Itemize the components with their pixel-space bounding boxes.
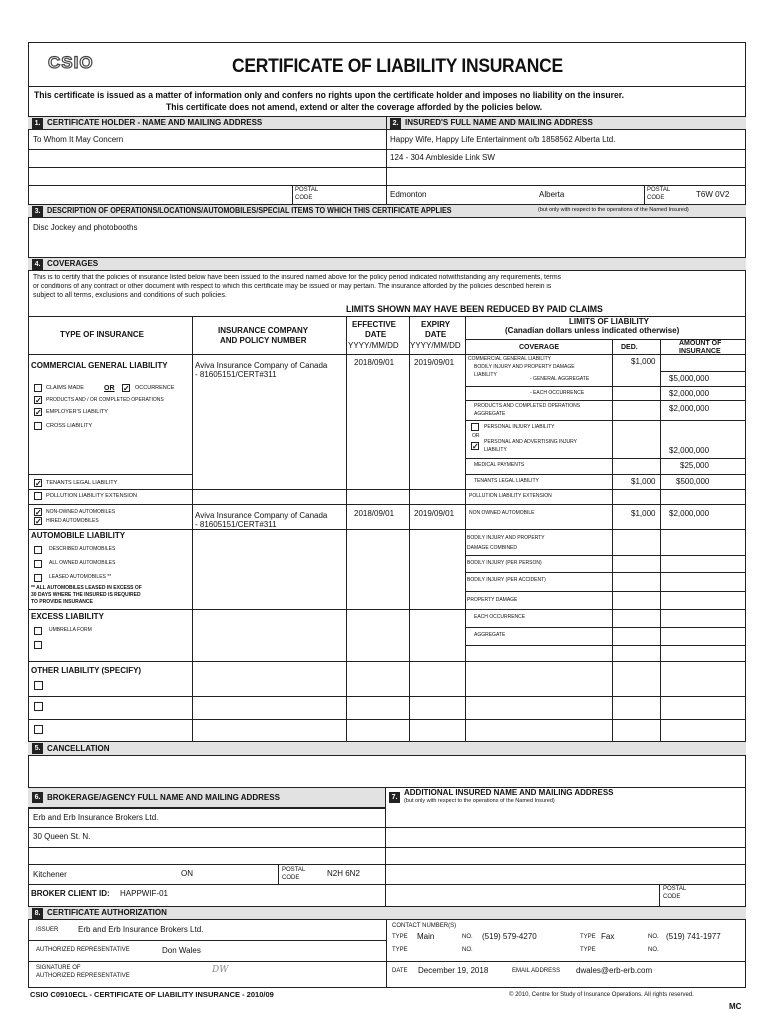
disclaimer-line-1: This certificate is issued as a matter of information only and confers no rights upon the certificate holder and imposes no liability on the insurer.: [34, 90, 625, 101]
employers-checkbox[interactable]: ✓: [35, 408, 42, 417]
cov-cgl-2: BODILY INJURY AND PROPERTY DAMAGE: [474, 364, 575, 370]
personal-advertising-checkbox[interactable]: ✓: [472, 442, 479, 451]
email-value: dwales@erb-erb.com: [576, 966, 653, 975]
signature: DW: [212, 965, 229, 975]
section-7-note: (but only with respect to the operations of the Named Insured): [404, 798, 555, 804]
cov-personal-injury: PERSONAL INJURY LIABILITY: [484, 424, 555, 430]
insured-postal-label-1: POSTAL: [647, 187, 671, 193]
header-company-2: AND POLICY NUMBER: [220, 336, 307, 345]
cov-medical: MEDICAL PAYMENTS: [474, 462, 525, 468]
amt-general-aggregate: $5,000,000: [669, 374, 710, 383]
header-limits-2: (Canadian dollars unless indicated otherwise): [505, 326, 680, 335]
section-6-number: 6.: [32, 792, 43, 803]
tenants-checkbox[interactable]: ✓: [35, 479, 42, 488]
rep-value: Don Wales: [162, 946, 201, 955]
claims-made-label: CLAIMS MADE: [46, 385, 84, 391]
section-3-title: DESCRIPTION OF OPERATIONS/LOCATIONS/AUTOMOBILES/SPECIAL ITEMS TO WHICH THIS CERTIFICATE APPLIES: [47, 206, 452, 215]
all-owned-checkbox[interactable]: [34, 560, 42, 568]
csio-logo: CSIO: [48, 53, 94, 72]
footer-left: CSIO C0910ECL - CERTIFICATE OF LIABILITY INSURANCE - 2010/09: [30, 990, 274, 999]
umbrella-checkbox[interactable]: [34, 627, 42, 635]
additional-postal-label-2: CODE: [663, 894, 681, 900]
auto-expiry: 2019/09/01: [414, 509, 455, 518]
header-ded: DED.: [621, 344, 638, 351]
header-type: TYPE OF INSURANCE: [60, 330, 145, 339]
products-checkbox[interactable]: ✓: [35, 396, 42, 405]
excess-title: EXCESS LIABILITY: [31, 612, 104, 621]
tenants-deductible: $1,000: [631, 477, 656, 486]
cov-products-1: PRODUCTS AND COMPLETED OPERATIONS: [474, 403, 581, 409]
section-2-title: INSURED'S FULL NAME AND MAILING ADDRESS: [405, 118, 593, 127]
cov-cgl-1: COMMERCIAL GENERAL LIABILITY: [468, 356, 551, 362]
pollution-checkbox[interactable]: [34, 492, 42, 500]
type-label-4: TYPE: [580, 947, 596, 953]
cov-pa-1: PERSONAL AND ADVERTISING INJURY: [484, 439, 577, 445]
insured-postal-label-2: CODE: [647, 195, 665, 201]
no-label-3: NO.: [462, 947, 473, 953]
broker-province: ON: [181, 869, 193, 878]
type-label-2: TYPE: [580, 934, 596, 940]
no-label-4: NO.: [648, 947, 659, 953]
insured-province: Alberta: [539, 190, 565, 199]
pollution-label: POLLUTION LIABILITY EXTENSION: [46, 493, 137, 499]
type-label-3: TYPE: [392, 947, 408, 953]
amt-products: $2,000,000: [669, 404, 710, 413]
header-eff-2: DATE: [365, 330, 387, 339]
broker-postal-code: N2H 6N2: [327, 869, 360, 878]
non-owned-label: NON-OWNED AUTOMOBILES: [46, 509, 116, 515]
auto-amount: $2,000,000: [669, 509, 710, 518]
no-label-2: NO.: [648, 934, 659, 940]
header-exp-1: EXPIRY: [421, 320, 451, 329]
other-checkbox-3[interactable]: [34, 725, 43, 734]
header-coverage: COVERAGE: [519, 344, 560, 351]
section-4-bar: [28, 257, 746, 271]
section-5-number: 5.: [32, 743, 43, 754]
cov-bipd-1: BODILY INJURY AND PROPERTY: [467, 535, 545, 541]
section-4-title: COVERAGES: [47, 259, 99, 268]
cgl-effective: 2018/09/01: [354, 358, 395, 367]
all-owned-label: ALL OWNED AUTOMOBILES: [49, 560, 116, 566]
broker-city: Kitchener: [33, 870, 67, 879]
section-5-title: CANCELLATION: [47, 744, 110, 753]
described-autos-label: DESCRIBED AUTOMOBILES: [49, 546, 116, 552]
cross-liability-checkbox[interactable]: [34, 422, 42, 430]
rep-label: AUTHORIZED REPRESENTATIVE: [36, 947, 130, 953]
cov-property-damage: PROPERTY DAMAGE: [467, 597, 518, 603]
section-2-number: 2.: [390, 118, 401, 129]
leased-checkbox[interactable]: [34, 574, 42, 582]
limits-reduced-notice: LIMITS SHOWN MAY HAVE BEEN REDUCED BY PAID CLAIMS: [346, 304, 603, 315]
cov-excess-each: EACH OCCURRENCE: [474, 614, 526, 620]
header-exp-3: YYYY/MM/DD: [410, 341, 461, 350]
leased-label: LEASED AUTOMOBILES **: [49, 574, 112, 580]
cov-each-occurrence: - EACH OCCURRENCE: [530, 390, 585, 396]
holder-name: To Whom It May Concern: [33, 135, 124, 144]
cgl-deductible: $1,000: [631, 357, 656, 366]
additional-postal-label-1: POSTAL: [663, 886, 687, 892]
other-title: OTHER LIABILITY (SPECIFY): [31, 666, 142, 675]
broker-postal-label-2: CODE: [282, 875, 300, 881]
insured-postal-code: T6W 0V2: [696, 190, 730, 199]
cgl-or-label: OR: [104, 385, 115, 392]
coverage-text-2: or conditions of any contract or other document with respect to which this certificate may be issued or may pertain. The insurance afforded by the policies described herein is: [33, 283, 552, 290]
issuer-label: ISSUER: [36, 927, 59, 933]
amt-medical: $25,000: [680, 461, 709, 470]
tenants-label: TENANTS LEGAL LIABILITY: [46, 480, 118, 486]
header-company-1: INSURANCE COMPANY: [218, 326, 309, 335]
amt-tenants: $500,000: [676, 477, 710, 486]
products-label: PRODUCTS AND / OR COMPLETED OPERATIONS: [46, 397, 164, 403]
header-amount-1: AMOUNT OF: [679, 340, 722, 347]
cov-tenants: TENANTS LEGAL LIABILITY: [474, 478, 539, 484]
cgl-company: Aviva Insurance Company of Canada: [195, 361, 328, 370]
cov-cgl-3: LIABILITY: [474, 372, 497, 378]
cov-non-owned: NON OWNED AUTOMOBILE: [469, 510, 535, 516]
insured-city: Edmonton: [390, 190, 427, 199]
type-label-1: TYPE: [392, 934, 408, 940]
page-title: CERTIFICATE OF LIABILITY INSURANCE: [232, 56, 563, 77]
cov-bipd-2: DAMAGE COMBINED: [467, 545, 518, 551]
footer-right: © 2010, Centre for Study of Insurance Operations. All rights reserved.: [509, 992, 694, 998]
header-exp-2: DATE: [425, 330, 447, 339]
amt-personal: $2,000,000: [669, 446, 710, 455]
cgl-policy: - 81605151/CERT#311: [195, 370, 277, 379]
cov-bi-person: BODILY INJURY (PER PERSON): [467, 560, 542, 566]
section-1-number: 1.: [32, 118, 43, 129]
broker-client-id: HAPPWIF-01: [120, 889, 169, 898]
broker-address: 30 Queen St. N.: [33, 832, 91, 841]
section-8-title: CERTIFICATE AUTHORIZATION: [47, 908, 167, 917]
insured-address: 124 - 304 Ambleside Link SW: [390, 153, 495, 162]
cross-liability-label: CROSS LIABILITY: [46, 423, 93, 429]
date-value: December 19, 2018: [418, 966, 489, 975]
email-label: EMAIL ADDRESS: [512, 968, 561, 974]
operations-description: Disc Jockey and photobooths: [33, 223, 138, 232]
no-2: (519) 741-1977: [666, 932, 721, 941]
broker-name: Erb and Erb Insurance Brokers Ltd.: [33, 813, 159, 822]
holder-postal-label-2: CODE: [295, 195, 313, 201]
broker-client-id-label: BROKER CLIENT ID:: [31, 889, 110, 898]
type-1: Main: [417, 932, 435, 941]
cov-pa-2: LIABILITY: [484, 447, 507, 453]
auto-title: AUTOMOBILE LIABILITY: [31, 531, 126, 540]
section-4-number: 4.: [32, 259, 43, 270]
section-3-note: (but only with respect to the operations of the Named Insured): [538, 207, 689, 213]
cgl-expiry: 2019/09/01: [414, 358, 455, 367]
coverage-text-3: subject to all terms, exclusions and conditions of such policies.: [33, 292, 227, 299]
broker-postal-label-1: POSTAL: [282, 867, 306, 873]
amt-each-occurrence: $2,000,000: [669, 389, 710, 398]
section-7-title: ADDITIONAL INSURED NAME AND MAILING ADDRESS: [404, 788, 614, 797]
no-label-1: NO.: [462, 934, 473, 940]
auto-policy: - 81605151/CERT#311: [195, 520, 277, 529]
cov-pollution: POLLUTION LIABILITY EXTENSION: [469, 493, 552, 499]
auto-note-2: 30 DAYS WHERE THE INSURED IS REQUIRED: [31, 592, 141, 598]
auto-note-1: ** ALL AUTOMOBILES LEASED IN EXCESS OF: [31, 585, 142, 591]
sig-label-2: AUTHORIZED REPRESENTATIVE: [36, 973, 130, 979]
cgl-title: COMMERCIAL GENERAL LIABILITY: [31, 361, 168, 370]
employers-label: EMPLOYER'S LIABILITY: [46, 409, 108, 415]
occurrence-checkbox[interactable]: ✓: [123, 384, 130, 393]
umbrella-label: UMBRELLA FORM: [49, 627, 92, 633]
excess-other-checkbox[interactable]: [34, 641, 42, 649]
header-amount-2: INSURANCE: [679, 348, 721, 355]
section-6-title: BROKERAGE/AGENCY FULL NAME AND MAILING ADDRESS: [47, 793, 280, 802]
issuer-value: Erb and Erb Insurance Brokers Ltd.: [78, 925, 204, 934]
auto-deductible: $1,000: [631, 509, 656, 518]
hired-checkbox[interactable]: ✓: [35, 517, 42, 526]
other-checkbox-2[interactable]: [34, 702, 43, 711]
cov-bi-accident: BODILY INJURY (PER ACCIDENT): [467, 577, 546, 583]
disclaimer-line-2: This certificate does not amend, extend or alter the coverage afforded by the policies below.: [166, 102, 543, 113]
section-1-title: CERTIFICATE HOLDER - NAME AND MAILING ADDRESS: [47, 118, 263, 127]
type-2: Fax: [601, 932, 615, 941]
auto-effective: 2018/09/01: [354, 509, 395, 518]
section-5-bar: [28, 741, 746, 756]
section-7-number: 7.: [389, 792, 400, 803]
holder-postal-label-1: POSTAL: [295, 187, 319, 193]
insured-name: Happy Wife, Happy Life Entertainment o/b 1858562 Alberta Ltd.: [390, 135, 616, 144]
header-eff-1: EFFECTIVE: [352, 320, 397, 329]
header-limits-1: LIMITS OF LIABILITY: [569, 317, 649, 326]
personal-injury-checkbox[interactable]: [471, 423, 479, 431]
footer-code: MC: [729, 1002, 742, 1011]
sig-label-1: SIGNATURE OF: [36, 965, 81, 971]
occurrence-label: OCCURRENCE: [135, 385, 175, 391]
hired-label: HIRED AUTOMOBILES: [46, 518, 99, 524]
cov-products-2: AGGREGATE: [474, 411, 506, 417]
auto-note-3: TO PROVIDE INSURANCE: [31, 599, 93, 605]
no-1: (519) 579-4270: [482, 932, 537, 941]
section-8-number: 8.: [32, 908, 43, 919]
cov-or: OR: [472, 433, 480, 439]
header-eff-3: YYYY/MM/DD: [348, 341, 399, 350]
claims-made-checkbox[interactable]: [34, 384, 42, 392]
section-3-number: 3.: [32, 206, 43, 217]
described-autos-checkbox[interactable]: [34, 546, 42, 554]
contact-label: CONTACT NUMBER(S): [392, 923, 457, 929]
date-label: DATE: [392, 968, 408, 974]
cov-excess-agg: AGGREGATE: [474, 632, 506, 638]
auto-company: Aviva Insurance Company of Canada: [195, 511, 328, 520]
other-checkbox-1[interactable]: [34, 681, 43, 690]
cov-general-aggregate: - GENERAL AGGREGATE: [530, 376, 590, 382]
non-owned-checkbox[interactable]: ✓: [35, 508, 42, 517]
coverage-text-1: This is to certify that the policies of insurance listed below have been issued to the insured named above for the policy period indicated notwithstanding any requirements, terms: [33, 274, 562, 281]
